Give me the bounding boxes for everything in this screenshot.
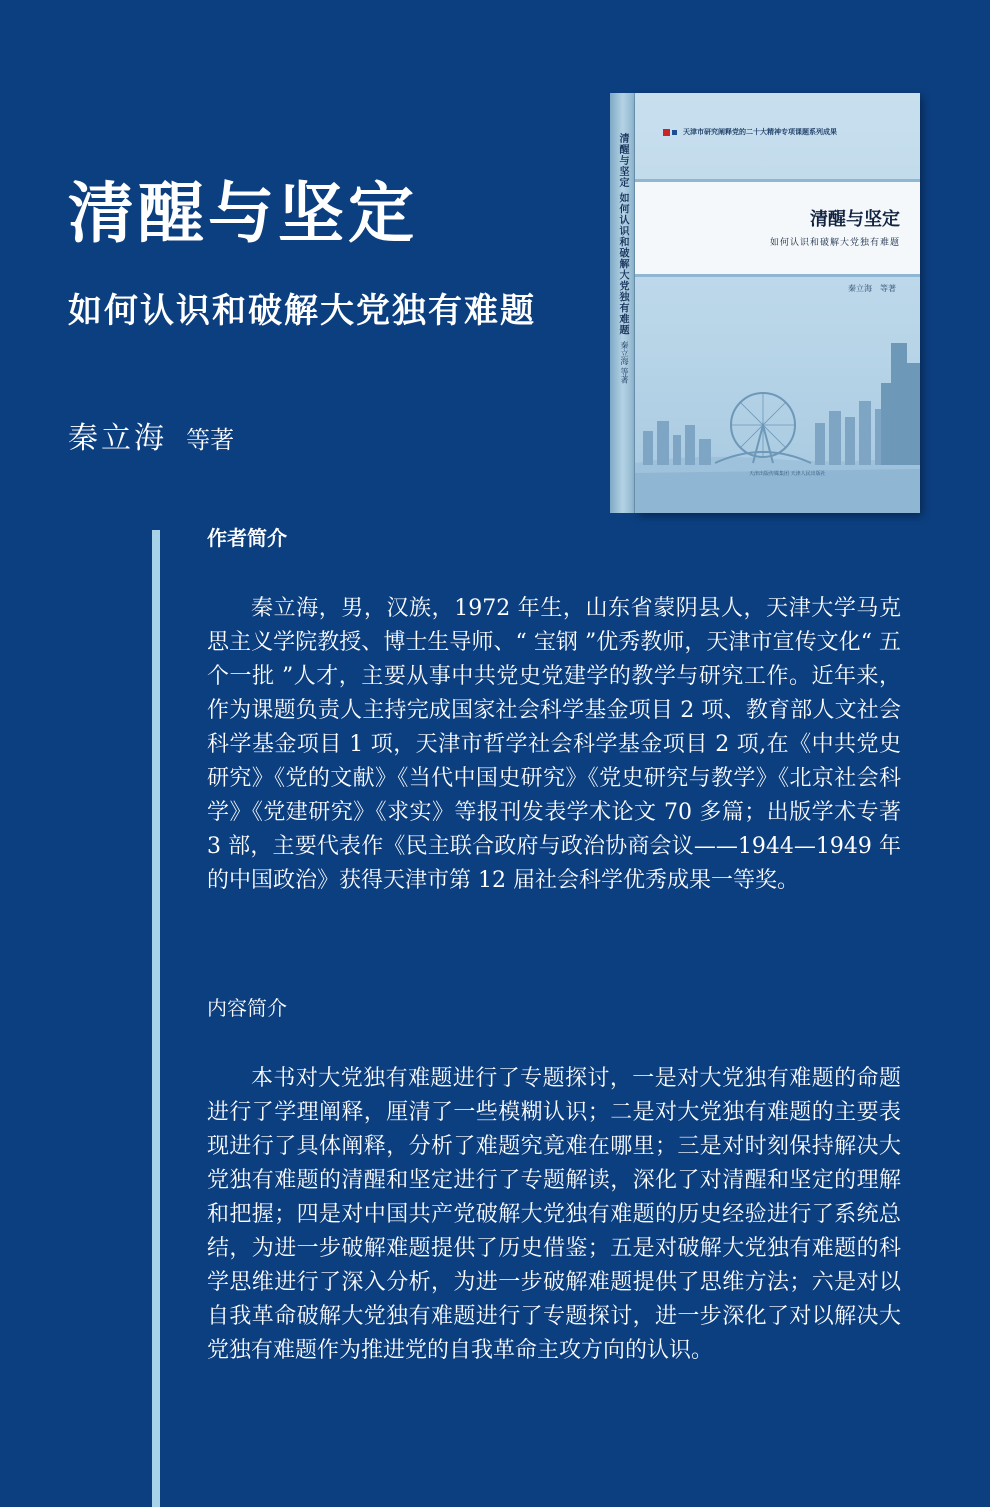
cover-publisher: 天津出版传媒集团 天津人民出版社 — [749, 471, 826, 477]
spine-author: 秦立海 等著 — [620, 341, 629, 384]
author-line — [68, 421, 235, 456]
author-intro-text: 秦立海，男，汉族，1972 年生，山东省蒙阴县人，天津大学马克思主义学院教授、博士生导师、“ 宝钢 ”优秀教师，天津市宣传文化“ 五个一批 ”人才，主要从事中共党史党建学的教学与研究工作。近年来，作为课题负责人主持完成国家社会科学基金项目 2 项、教育部人文社会科学基金项目 1 项，天津市哲学社会科学基金项目 2 项,在《中共党史研究》《党的文献》《当代中国史研究》《党史研究与教学》《北京社会科学》《党建研究》《求实》等报刊发表学术论文 70 多篇；出版学术专著 3 部，主要代表作《民主联合政府与政治协商会议——1944—1949 年的中国政治》获得天津市第 12 届社会科学优秀成果一等奖。 — [207, 596, 901, 893]
book-spine — [610, 93, 635, 513]
book-cover-image — [610, 93, 920, 513]
author-suffix: 等著 — [186, 426, 235, 454]
accent-bar — [152, 530, 160, 1507]
cover-author: 秦立海 等著 — [848, 284, 896, 293]
cover-title: 清醒与坚定 — [810, 209, 900, 230]
series-text: 天津市研究阐释党的二十大精神专项课题系列成果 — [683, 128, 837, 136]
cover-subtitle: 如何认识和破解大党独有难题 — [769, 238, 900, 248]
book-title: 清醒与坚定 — [68, 174, 418, 252]
city-skyline-illustration — [635, 313, 920, 513]
cover-series — [663, 127, 837, 137]
content-intro-text: 本书对大党独有难题进行了专题探讨，一是对大党独有难题的命题进行了学理阐释，厘清了一些模糊认识；二是对大党独有难题的主要表现进行了具体阐释，分析了难题究竟难在哪里；三是对时刻保持解决大党独有难题的清醒和坚定进行了专题解读，深化了对清醒和坚定的理解和把握；四是对中国共产党破解大党独有难题的历史经验进行了系统总结，为进一步破解难题提供了历史借鉴；五是对破解大党独有难题的科学思维进行了深入分析，为进一步破解难题提供了思维方法；六是对以自我革命破解大党独有难题进行了专题探讨，进一步深化了对以解决大党独有难题作为推进党的自我革命主攻方向的认识。 — [207, 1066, 901, 1363]
author-name: 秦立海 — [68, 421, 167, 456]
series-logo-icon-secondary — [672, 130, 677, 135]
spine-title: 清醒与坚定 如何认识和破解大党独有难题 — [617, 133, 628, 336]
book-front-cover — [635, 93, 920, 513]
book-subtitle: 如何认识和破解大党独有难题 — [68, 291, 536, 331]
author-intro-heading: 作者简介 — [207, 526, 287, 550]
series-logo-icon — [663, 129, 670, 136]
content-intro-heading: 内容简介 — [207, 996, 287, 1020]
